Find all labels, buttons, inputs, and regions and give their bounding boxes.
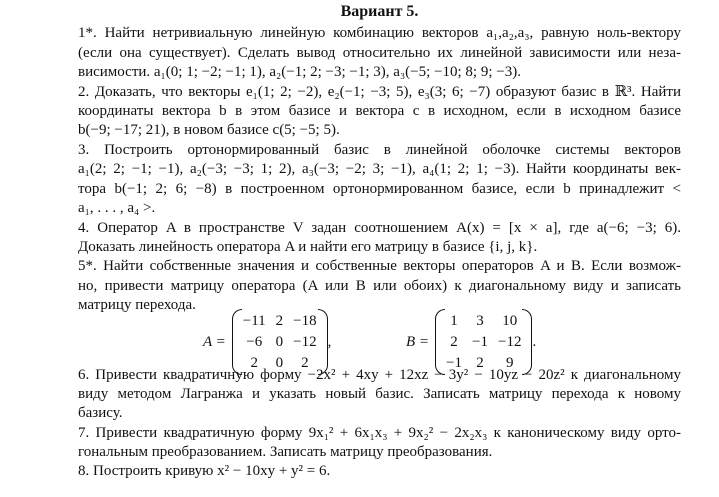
text-line: b(−9; −17; 21), в новом базисе c(5; −5; 5). bbox=[78, 122, 340, 138]
left-paren bbox=[232, 309, 242, 375]
matrix-a bbox=[203, 309, 331, 375]
text-line: 3. Построить ортонормированный базис в линейной оболочке системы векторов bbox=[78, 142, 681, 158]
matrix-cell: 10 bbox=[502, 313, 518, 329]
text-line: но, привести матрицу оператора (A или B или обоих) к диагональному виду и записать bbox=[78, 278, 681, 294]
matrix-cell: −18 bbox=[293, 313, 317, 329]
text-line: 8. Построить кривую x² − 10xy + y² = 6. bbox=[78, 463, 331, 479]
matrix-cell: 2 bbox=[450, 334, 458, 350]
text-line: 2. Доказать, что векторы e₁(1; 2; −2), e₂(−1; −3; 5), e₃(3; 6; −7) образуют базис в ℝ³. Найти bbox=[78, 84, 681, 100]
text-line: 6. Привести квадратичную форму −2x² + 4xy + 12xz − 3y² − 10yz − 20z² к диагональному bbox=[78, 367, 681, 383]
text-line: матрицу перехода. bbox=[78, 297, 196, 313]
matrix-cell: −1 bbox=[472, 334, 488, 350]
matrix-cell: 2 bbox=[476, 355, 484, 371]
matrix-a-cells bbox=[242, 311, 318, 373]
text-line: (если она существует). Сделать вывод относительно их линейной зависимости или неза- bbox=[78, 45, 681, 61]
variant-title: Вариант 5. bbox=[340, 3, 419, 20]
matrix-cell: −12 bbox=[293, 334, 317, 350]
matrix-cell: 3 bbox=[476, 313, 484, 329]
matrix-b-cells bbox=[445, 311, 522, 373]
matrix-b-label: B = bbox=[406, 333, 430, 350]
matrix-cell: 2 bbox=[275, 313, 284, 329]
text-line: висимости. a₁(0; 1; −2; −1; 1), a₂(−1; 2; −3; −1; 3), a₃(−5; −10; 8; 9; −3). bbox=[78, 64, 521, 80]
text-line: a₁, . . . , a₄ >. bbox=[78, 200, 156, 216]
matrix-cell: 2 bbox=[250, 355, 258, 371]
text-line: тора b(−1; 2; 6; −8) в построенном ортонормированном базисе, если b принадлежит < bbox=[78, 181, 681, 197]
matrix-cell: 0 bbox=[275, 334, 284, 350]
text-line: 5*. Найти собственные значения и собственные векторы операторов A и B. Если возмож- bbox=[78, 258, 681, 274]
matrix-cell: 2 bbox=[301, 355, 309, 371]
text-line: Доказать линейность оператора A и найти его матрицу в базисе {i, j, k}. bbox=[78, 239, 538, 255]
matrix-a-suffix: , bbox=[327, 333, 332, 350]
text-line: координаты вектора b в этом базисе и вектора c в исходном, если в исходном базисе bbox=[78, 103, 681, 119]
matrix-b bbox=[406, 309, 536, 375]
matrix-b-suffix: . bbox=[532, 333, 537, 350]
text-line: гональным преобразованием. Записать матрицу преобразования. bbox=[78, 444, 493, 460]
matrix-cell: 1 bbox=[450, 313, 458, 329]
text-line: a₁(2; 2; −1; −1), a₂(−3; −3; 1; 2), a₃(−3; −2; 3; −1), a₄(1; 2; 1; −3). Найти координаты век- bbox=[78, 161, 681, 177]
matrix-cell: 0 bbox=[275, 355, 284, 371]
matrix-a-label: A = bbox=[203, 333, 226, 350]
text-line: 4. Оператор A в пространстве V задан соотношением A(x) = [x × a], где a(−6; −3; 6). bbox=[78, 220, 681, 236]
matrix-cell: −11 bbox=[242, 313, 266, 329]
text-line: базису. bbox=[78, 405, 123, 421]
matrix-cell: −1 bbox=[446, 355, 463, 371]
right-paren bbox=[522, 309, 532, 375]
right-paren bbox=[318, 309, 328, 375]
matrix-cell: −6 bbox=[246, 334, 263, 350]
matrix-cell: −12 bbox=[497, 334, 522, 350]
matrix-cell: 9 bbox=[505, 355, 514, 371]
text-line: виду методом Лагранжа и указать новый базис. Записать матрицу перехода к новому bbox=[78, 386, 681, 402]
text-line: 1*. Найти нетривиальную линейную комбинацию векторов a₁,a₂,a₃, равную ноль-вектору bbox=[78, 25, 681, 41]
left-paren bbox=[435, 309, 445, 375]
text-line: 7. Привести квадратичную форму 9x₁² + 6x₁x₃ + 9x₂² − 2x₂x₃ к каноническому виду орто- bbox=[78, 425, 681, 441]
